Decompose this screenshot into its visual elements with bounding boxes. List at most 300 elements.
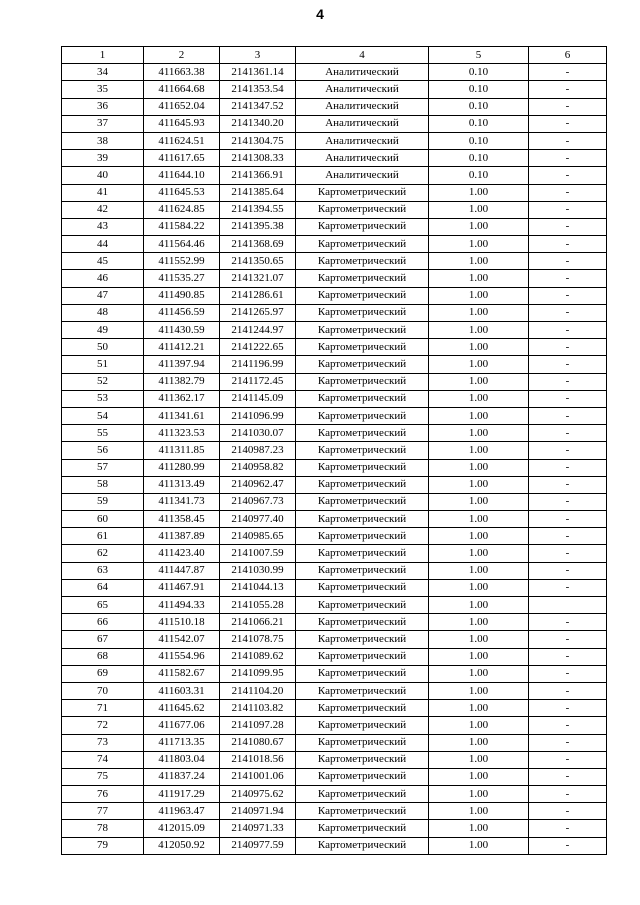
x-coordinate-cell: 411917.29 (144, 786, 220, 803)
table-row (62, 734, 607, 751)
note-cell: - (529, 81, 607, 98)
x-coordinate-cell: 411837.24 (144, 768, 220, 785)
table-row (62, 511, 607, 528)
note-cell: - (529, 648, 607, 665)
point-number-cell: 77 (62, 803, 144, 820)
x-coordinate-cell: 411652.04 (144, 98, 220, 115)
note-cell: - (529, 390, 607, 407)
note-cell: - (529, 218, 607, 235)
point-number-cell: 65 (62, 597, 144, 614)
accuracy-cell: 1.00 (429, 837, 529, 854)
column-header: 6 (529, 47, 607, 64)
y-coordinate-cell: 2140987.23 (220, 442, 296, 459)
y-coordinate-cell: 2140962.47 (220, 476, 296, 493)
y-coordinate-cell: 2141350.65 (220, 253, 296, 270)
x-coordinate-cell: 411280.99 (144, 459, 220, 476)
note-cell: - (529, 665, 607, 682)
y-coordinate-cell: 2141055.28 (220, 597, 296, 614)
table-row (62, 150, 607, 167)
method-cell: Аналитический (296, 98, 429, 115)
method-cell: Картометрический (296, 253, 429, 270)
x-coordinate-cell: 411645.93 (144, 115, 220, 132)
point-number-cell: 52 (62, 373, 144, 390)
table-row (62, 545, 607, 562)
note-cell: - (529, 322, 607, 339)
note-cell: - (529, 64, 607, 81)
table-row (62, 493, 607, 510)
point-number-cell: 49 (62, 322, 144, 339)
table-row (62, 700, 607, 717)
method-cell: Картометрический (296, 356, 429, 373)
x-coordinate-cell: 411564.46 (144, 236, 220, 253)
y-coordinate-cell: 2140971.94 (220, 803, 296, 820)
y-coordinate-cell: 2141096.99 (220, 407, 296, 424)
table-row (62, 270, 607, 287)
table-row (62, 768, 607, 785)
note-cell: - (529, 236, 607, 253)
point-number-cell: 48 (62, 304, 144, 321)
table-row (62, 304, 607, 321)
accuracy-cell: 1.00 (429, 768, 529, 785)
table-row (62, 837, 607, 854)
accuracy-cell: 1.00 (429, 597, 529, 614)
method-cell: Картометрический (296, 442, 429, 459)
x-coordinate-cell: 411645.53 (144, 184, 220, 201)
x-coordinate-cell: 411664.68 (144, 81, 220, 98)
method-cell: Картометрический (296, 545, 429, 562)
column-header: 3 (220, 47, 296, 64)
x-coordinate-cell: 411963.47 (144, 803, 220, 820)
x-coordinate-cell: 411362.17 (144, 390, 220, 407)
point-number-cell: 57 (62, 459, 144, 476)
method-cell: Картометрический (296, 837, 429, 854)
note-cell: - (529, 803, 607, 820)
table-row (62, 820, 607, 837)
point-number-cell: 36 (62, 98, 144, 115)
note-cell: - (529, 253, 607, 270)
column-header: 2 (144, 47, 220, 64)
table-row (62, 167, 607, 184)
method-cell: Картометрический (296, 511, 429, 528)
note-cell: - (529, 631, 607, 648)
accuracy-cell: 1.00 (429, 820, 529, 837)
table-row (62, 717, 607, 734)
accuracy-cell: 1.00 (429, 511, 529, 528)
point-number-cell: 66 (62, 614, 144, 631)
x-coordinate-cell: 411382.79 (144, 373, 220, 390)
x-coordinate-cell: 411603.31 (144, 682, 220, 699)
table-body (62, 64, 607, 855)
y-coordinate-cell: 2140977.40 (220, 511, 296, 528)
accuracy-cell: 1.00 (429, 700, 529, 717)
table-row (62, 751, 607, 768)
point-number-cell: 35 (62, 81, 144, 98)
y-coordinate-cell: 2141099.95 (220, 665, 296, 682)
point-number-cell: 47 (62, 287, 144, 304)
table-row (62, 476, 607, 493)
point-number-cell: 74 (62, 751, 144, 768)
note-cell: - (529, 115, 607, 132)
point-number-cell: 42 (62, 201, 144, 218)
accuracy-cell: 0.10 (429, 98, 529, 115)
x-coordinate-cell: 411341.73 (144, 493, 220, 510)
accuracy-cell: 1.00 (429, 476, 529, 493)
accuracy-cell: 1.00 (429, 287, 529, 304)
point-number-cell: 39 (62, 150, 144, 167)
point-number-cell: 75 (62, 768, 144, 785)
table-row (62, 528, 607, 545)
x-coordinate-cell: 411552.99 (144, 253, 220, 270)
method-cell: Картометрический (296, 562, 429, 579)
table-row (62, 614, 607, 631)
note-cell: - (529, 132, 607, 149)
note-cell: - (529, 476, 607, 493)
x-coordinate-cell: 412050.92 (144, 837, 220, 854)
table-row (62, 425, 607, 442)
point-number-cell: 34 (62, 64, 144, 81)
note-cell: - (529, 717, 607, 734)
y-coordinate-cell: 2141340.20 (220, 115, 296, 132)
y-coordinate-cell: 2141286.61 (220, 287, 296, 304)
accuracy-cell: 1.00 (429, 218, 529, 235)
y-coordinate-cell: 2141030.99 (220, 562, 296, 579)
y-coordinate-cell: 2140967.73 (220, 493, 296, 510)
accuracy-cell: 1.00 (429, 717, 529, 734)
point-number-cell: 43 (62, 218, 144, 235)
note-cell: - (529, 700, 607, 717)
table-row (62, 132, 607, 149)
x-coordinate-cell: 411663.38 (144, 64, 220, 81)
note-cell: - (529, 201, 607, 218)
accuracy-cell: 0.10 (429, 132, 529, 149)
accuracy-cell: 1.00 (429, 253, 529, 270)
point-number-cell: 76 (62, 786, 144, 803)
accuracy-cell: 1.00 (429, 631, 529, 648)
accuracy-cell: 1.00 (429, 786, 529, 803)
x-coordinate-cell: 411397.94 (144, 356, 220, 373)
method-cell: Картометрический (296, 614, 429, 631)
accuracy-cell: 1.00 (429, 356, 529, 373)
note-cell: - (529, 528, 607, 545)
note-cell: - (529, 511, 607, 528)
x-coordinate-cell: 411617.65 (144, 150, 220, 167)
method-cell: Картометрический (296, 407, 429, 424)
method-cell: Картометрический (296, 579, 429, 596)
y-coordinate-cell: 2141078.75 (220, 631, 296, 648)
table-row (62, 631, 607, 648)
accuracy-cell: 1.00 (429, 270, 529, 287)
y-coordinate-cell: 2141366.91 (220, 167, 296, 184)
x-coordinate-cell: 411624.85 (144, 201, 220, 218)
accuracy-cell: 1.00 (429, 425, 529, 442)
note-cell: - (529, 407, 607, 424)
accuracy-cell: 1.00 (429, 201, 529, 218)
y-coordinate-cell: 2141244.97 (220, 322, 296, 339)
method-cell: Картометрический (296, 700, 429, 717)
note-cell: - (529, 837, 607, 854)
table-row (62, 184, 607, 201)
x-coordinate-cell: 411456.59 (144, 304, 220, 321)
x-coordinate-cell: 411542.07 (144, 631, 220, 648)
x-coordinate-cell: 411358.45 (144, 511, 220, 528)
accuracy-cell: 0.10 (429, 64, 529, 81)
accuracy-cell: 1.00 (429, 184, 529, 201)
x-coordinate-cell: 411430.59 (144, 322, 220, 339)
y-coordinate-cell: 2141089.62 (220, 648, 296, 665)
y-coordinate-cell: 2141304.75 (220, 132, 296, 149)
note-cell: - (529, 184, 607, 201)
point-number-cell: 70 (62, 682, 144, 699)
method-cell: Картометрический (296, 820, 429, 837)
x-coordinate-cell: 411554.96 (144, 648, 220, 665)
note-cell: - (529, 562, 607, 579)
note-cell (529, 597, 607, 614)
x-coordinate-cell: 411510.18 (144, 614, 220, 631)
accuracy-cell: 1.00 (429, 614, 529, 631)
table-row (62, 373, 607, 390)
table-row (62, 115, 607, 132)
accuracy-cell: 1.00 (429, 545, 529, 562)
accuracy-cell: 1.00 (429, 373, 529, 390)
point-number-cell: 53 (62, 390, 144, 407)
method-cell: Картометрический (296, 631, 429, 648)
y-coordinate-cell: 2141103.82 (220, 700, 296, 717)
point-number-cell: 68 (62, 648, 144, 665)
method-cell: Картометрический (296, 184, 429, 201)
y-coordinate-cell: 2141030.07 (220, 425, 296, 442)
note-cell: - (529, 287, 607, 304)
x-coordinate-cell: 411677.06 (144, 717, 220, 734)
y-coordinate-cell: 2141353.54 (220, 81, 296, 98)
y-coordinate-cell: 2141044.13 (220, 579, 296, 596)
x-coordinate-cell: 411423.40 (144, 545, 220, 562)
method-cell: Картометрический (296, 734, 429, 751)
accuracy-cell: 1.00 (429, 339, 529, 356)
point-number-cell: 46 (62, 270, 144, 287)
point-number-cell: 63 (62, 562, 144, 579)
note-cell: - (529, 442, 607, 459)
note-cell: - (529, 356, 607, 373)
point-number-cell: 44 (62, 236, 144, 253)
note-cell: - (529, 734, 607, 751)
y-coordinate-cell: 2141361.14 (220, 64, 296, 81)
table-row (62, 322, 607, 339)
method-cell: Картометрический (296, 201, 429, 218)
method-cell: Картометрический (296, 493, 429, 510)
point-number-cell: 38 (62, 132, 144, 149)
table-row (62, 803, 607, 820)
column-header: 1 (62, 47, 144, 64)
method-cell: Картометрический (296, 786, 429, 803)
point-number-cell: 67 (62, 631, 144, 648)
table-row (62, 648, 607, 665)
y-coordinate-cell: 2140971.33 (220, 820, 296, 837)
y-coordinate-cell: 2141321.07 (220, 270, 296, 287)
y-coordinate-cell: 2141385.64 (220, 184, 296, 201)
y-coordinate-cell: 2140958.82 (220, 459, 296, 476)
point-number-cell: 59 (62, 493, 144, 510)
y-coordinate-cell: 2141172.45 (220, 373, 296, 390)
note-cell: - (529, 270, 607, 287)
x-coordinate-cell: 411490.85 (144, 287, 220, 304)
table-row (62, 562, 607, 579)
column-header: 4 (296, 47, 429, 64)
note-cell: - (529, 682, 607, 699)
y-coordinate-cell: 2141395.38 (220, 218, 296, 235)
method-cell: Аналитический (296, 81, 429, 98)
method-cell: Аналитический (296, 115, 429, 132)
y-coordinate-cell: 2141222.65 (220, 339, 296, 356)
x-coordinate-cell: 411412.21 (144, 339, 220, 356)
accuracy-cell: 1.00 (429, 322, 529, 339)
table-row (62, 253, 607, 270)
note-cell: - (529, 786, 607, 803)
table-row (62, 459, 607, 476)
x-coordinate-cell: 411447.87 (144, 562, 220, 579)
note-cell: - (529, 167, 607, 184)
accuracy-cell: 1.00 (429, 665, 529, 682)
y-coordinate-cell: 2141145.09 (220, 390, 296, 407)
method-cell: Картометрический (296, 528, 429, 545)
note-cell: - (529, 820, 607, 837)
x-coordinate-cell: 411713.35 (144, 734, 220, 751)
page-number: 4 (316, 6, 324, 22)
accuracy-cell: 1.00 (429, 648, 529, 665)
table-row (62, 407, 607, 424)
y-coordinate-cell: 2141018.56 (220, 751, 296, 768)
note-cell: - (529, 545, 607, 562)
method-cell: Картометрический (296, 717, 429, 734)
table-row (62, 236, 607, 253)
method-cell: Картометрический (296, 803, 429, 820)
accuracy-cell: 1.00 (429, 528, 529, 545)
accuracy-cell: 1.00 (429, 236, 529, 253)
y-coordinate-cell: 2141265.97 (220, 304, 296, 321)
point-number-cell: 78 (62, 820, 144, 837)
x-coordinate-cell: 411644.10 (144, 167, 220, 184)
method-cell: Картометрический (296, 425, 429, 442)
point-number-cell: 51 (62, 356, 144, 373)
method-cell: Картометрический (296, 648, 429, 665)
method-cell: Картометрический (296, 373, 429, 390)
table-row (62, 98, 607, 115)
accuracy-cell: 1.00 (429, 407, 529, 424)
table-row (62, 390, 607, 407)
method-cell: Картометрический (296, 390, 429, 407)
accuracy-cell: 0.10 (429, 115, 529, 132)
table-row (62, 682, 607, 699)
method-cell: Картометрический (296, 665, 429, 682)
method-cell: Картометрический (296, 459, 429, 476)
point-number-cell: 64 (62, 579, 144, 596)
method-cell: Аналитический (296, 64, 429, 81)
x-coordinate-cell: 411467.91 (144, 579, 220, 596)
x-coordinate-cell: 412015.09 (144, 820, 220, 837)
note-cell: - (529, 459, 607, 476)
method-cell: Картометрический (296, 304, 429, 321)
table-row (62, 218, 607, 235)
note-cell: - (529, 373, 607, 390)
table-row (62, 339, 607, 356)
method-cell: Аналитический (296, 167, 429, 184)
method-cell: Картометрический (296, 322, 429, 339)
accuracy-cell: 1.00 (429, 682, 529, 699)
table-row (62, 64, 607, 81)
point-number-cell: 45 (62, 253, 144, 270)
method-cell: Аналитический (296, 150, 429, 167)
point-number-cell: 69 (62, 665, 144, 682)
note-cell: - (529, 751, 607, 768)
y-coordinate-cell: 2141368.69 (220, 236, 296, 253)
point-number-cell: 72 (62, 717, 144, 734)
y-coordinate-cell: 2140985.65 (220, 528, 296, 545)
point-number-cell: 37 (62, 115, 144, 132)
point-number-cell: 55 (62, 425, 144, 442)
point-number-cell: 41 (62, 184, 144, 201)
note-cell: - (529, 579, 607, 596)
coordinates-table (61, 46, 607, 855)
point-number-cell: 73 (62, 734, 144, 751)
method-cell: Картометрический (296, 339, 429, 356)
table-row (62, 579, 607, 596)
accuracy-cell: 1.00 (429, 751, 529, 768)
table-row (62, 81, 607, 98)
y-coordinate-cell: 2141080.67 (220, 734, 296, 751)
y-coordinate-cell: 2141104.20 (220, 682, 296, 699)
y-coordinate-cell: 2141001.06 (220, 768, 296, 785)
x-coordinate-cell: 411313.49 (144, 476, 220, 493)
method-cell: Картометрический (296, 476, 429, 493)
method-cell: Картометрический (296, 236, 429, 253)
point-number-cell: 54 (62, 407, 144, 424)
note-cell: - (529, 304, 607, 321)
x-coordinate-cell: 411645.62 (144, 700, 220, 717)
note-cell: - (529, 339, 607, 356)
table-row (62, 665, 607, 682)
point-number-cell: 56 (62, 442, 144, 459)
accuracy-cell: 1.00 (429, 442, 529, 459)
table-row (62, 442, 607, 459)
method-cell: Аналитический (296, 132, 429, 149)
note-cell: - (529, 493, 607, 510)
column-header: 5 (429, 47, 529, 64)
note-cell: - (529, 768, 607, 785)
accuracy-cell: 1.00 (429, 459, 529, 476)
method-cell: Картометрический (296, 270, 429, 287)
y-coordinate-cell: 2141347.52 (220, 98, 296, 115)
table-header-row (62, 47, 607, 64)
x-coordinate-cell: 411584.22 (144, 218, 220, 235)
accuracy-cell: 1.00 (429, 803, 529, 820)
point-number-cell: 61 (62, 528, 144, 545)
method-cell: Картометрический (296, 597, 429, 614)
note-cell: - (529, 425, 607, 442)
point-number-cell: 62 (62, 545, 144, 562)
table-row (62, 287, 607, 304)
x-coordinate-cell: 411624.51 (144, 132, 220, 149)
x-coordinate-cell: 411803.04 (144, 751, 220, 768)
point-number-cell: 79 (62, 837, 144, 854)
note-cell: - (529, 150, 607, 167)
x-coordinate-cell: 411311.85 (144, 442, 220, 459)
y-coordinate-cell: 2141097.28 (220, 717, 296, 734)
x-coordinate-cell: 411582.67 (144, 665, 220, 682)
y-coordinate-cell: 2141007.59 (220, 545, 296, 562)
point-number-cell: 60 (62, 511, 144, 528)
accuracy-cell: 1.00 (429, 390, 529, 407)
accuracy-cell: 1.00 (429, 562, 529, 579)
method-cell: Картометрический (296, 287, 429, 304)
